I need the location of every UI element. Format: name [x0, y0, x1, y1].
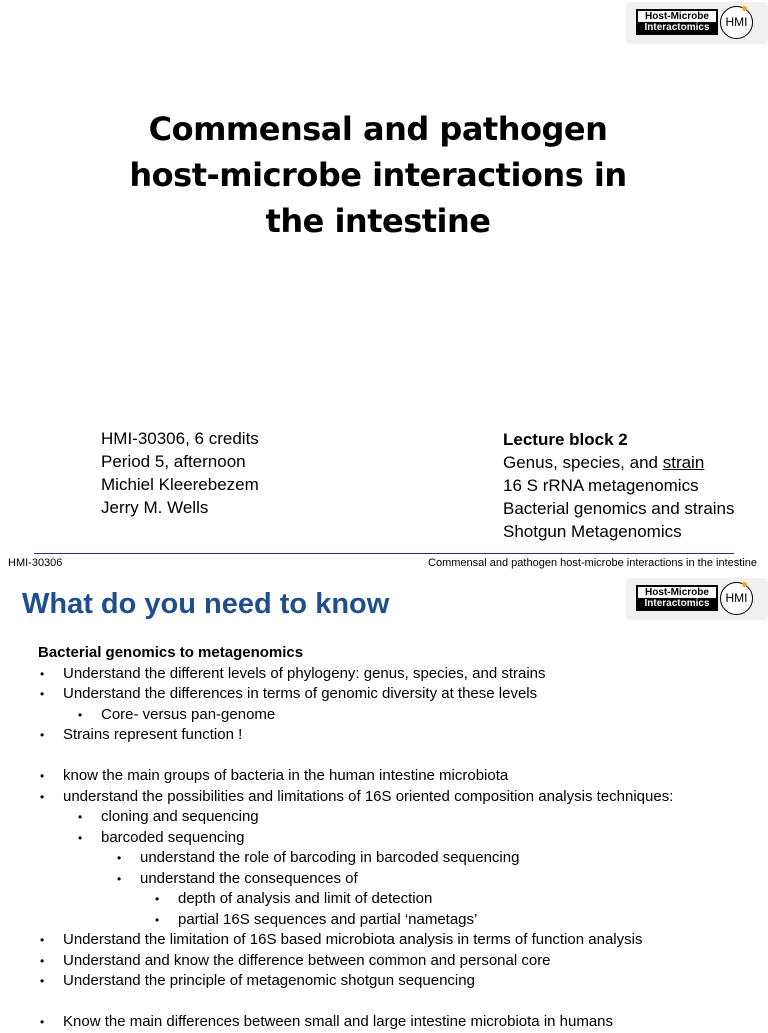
- lecture-line: [503, 451, 735, 474]
- logo-line2: Interactomics: [638, 22, 716, 33]
- course-line: Period 5, afternoon: [101, 452, 246, 471]
- logo-wordmark: [636, 585, 718, 611]
- bullet-icon: •: [40, 953, 45, 968]
- logo-badge: HMI: [720, 6, 753, 39]
- goal-item-text: Strains represent function !: [63, 726, 243, 743]
- goal-item: [38, 848, 758, 869]
- logo-dot-icon: [742, 582, 747, 587]
- goal-item: [38, 910, 758, 931]
- course-line: Jerry M. Wells: [101, 498, 209, 517]
- goal-item-text: know the main groups of bacteria in the human intestine microbiota: [63, 767, 509, 784]
- goal-item-text: Understand and know the difference between common and personal core: [63, 951, 551, 969]
- goal-item-text: understand the possibilities and limitations of 16S oriented composition analysis techniques:: [63, 787, 674, 805]
- learning-goals: [38, 643, 758, 1033]
- bullet-icon: •: [155, 892, 160, 906]
- logo-line1: Host-Microbe: [638, 11, 716, 22]
- goal-item-text: cloning and sequencing: [101, 808, 259, 825]
- lecture-line-prefix: Genus, species, and: [503, 453, 663, 472]
- goal-item: [38, 766, 758, 787]
- course-info: [101, 427, 259, 519]
- logo-dot-icon: [742, 6, 747, 11]
- goal-list: [38, 664, 758, 1033]
- goal-item: [38, 1012, 758, 1033]
- lecture-line: Bacterial genomics and strains: [503, 499, 735, 518]
- section-title: What do you need to know: [22, 588, 390, 620]
- goal-item-text: depth of analysis and limit of detection: [178, 890, 433, 907]
- goal-item: [38, 746, 758, 767]
- goal-item: [38, 951, 758, 972]
- goal-item-text: Know the main differences between small and large intestine microbiota in humans: [63, 1013, 614, 1030]
- hmi-logo-second: [626, 578, 768, 620]
- goal-item: [38, 971, 758, 992]
- bullet-icon: •: [40, 933, 45, 947]
- lecture-line: Shotgun Metagenomics: [503, 522, 682, 541]
- course-line: HMI-30306, 6 credits: [101, 429, 259, 448]
- lecture-block: [503, 428, 735, 543]
- bullet-icon: •: [40, 769, 45, 783]
- bullet-icon: •: [78, 830, 83, 845]
- bullet-icon: •: [117, 851, 122, 865]
- hmi-logo-top: [626, 2, 768, 44]
- logo-badge: HMI: [720, 582, 753, 615]
- goal-item-text: Core- versus pan-genome: [101, 705, 276, 723]
- logo-line2: Interactomics: [638, 598, 716, 609]
- goal-item: [38, 930, 758, 951]
- goal-item: [38, 684, 758, 705]
- bullet-icon: •: [40, 728, 45, 742]
- footer-left: HMI-30306: [8, 557, 63, 569]
- goal-item-text: barcoded sequencing: [101, 828, 245, 846]
- goal-item: [38, 787, 758, 808]
- bullet-icon: •: [78, 707, 83, 722]
- goal-item-text: Understand the principle of metagenomic shotgun sequencing: [63, 972, 475, 989]
- course-line: Michiel Kleerebezem: [101, 475, 259, 494]
- goal-item: [38, 869, 758, 890]
- bullet-icon: •: [78, 810, 83, 824]
- goal-item: [38, 664, 758, 685]
- lecture-line-underlined: strain: [662, 453, 705, 472]
- bullet-icon: •: [117, 871, 122, 886]
- slide-title: Commensal and pathogen host-microbe interactions in the intestine: [129, 110, 627, 240]
- goals-heading: Bacterial genomics to metagenomics: [38, 644, 304, 661]
- goal-item-text: understand the consequences of: [140, 869, 358, 887]
- bullet-icon: •: [40, 974, 45, 988]
- lecture-block-heading: Lecture block 2: [503, 430, 628, 449]
- footer-right: Commensal and pathogen host-microbe interactions in the intestine: [428, 557, 757, 569]
- goal-item: [38, 807, 758, 828]
- goal-item: [38, 889, 758, 910]
- bullet-icon: •: [40, 789, 45, 804]
- bullet-icon: •: [40, 687, 45, 701]
- goal-item-text: Understand the limitation of 16S based microbiota analysis in terms of function analysis: [63, 931, 643, 948]
- goal-item: [38, 828, 758, 849]
- logo-line1: Host-Microbe: [638, 587, 716, 598]
- goal-item-text: partial 16S sequences and partial ‘nametags’: [178, 910, 478, 928]
- bullet-icon: •: [40, 1015, 45, 1029]
- goal-item: [38, 725, 758, 746]
- goal-item-text: Understand the different levels of phylogeny: genus, species, and strains: [63, 664, 546, 682]
- goal-item: [38, 992, 758, 1013]
- bullet-icon: •: [40, 666, 45, 681]
- footer-divider: [34, 553, 734, 554]
- bullet-icon: •: [155, 912, 160, 927]
- goal-item-text: understand the role of barcoding in barcoded sequencing: [140, 849, 520, 866]
- goal-item-text: Understand the differences in terms of genomic diversity at these levels: [63, 685, 538, 702]
- lecture-line: 16 S rRNA metagenomics: [503, 476, 699, 495]
- goal-item: [38, 705, 758, 726]
- logo-wordmark: [636, 9, 718, 35]
